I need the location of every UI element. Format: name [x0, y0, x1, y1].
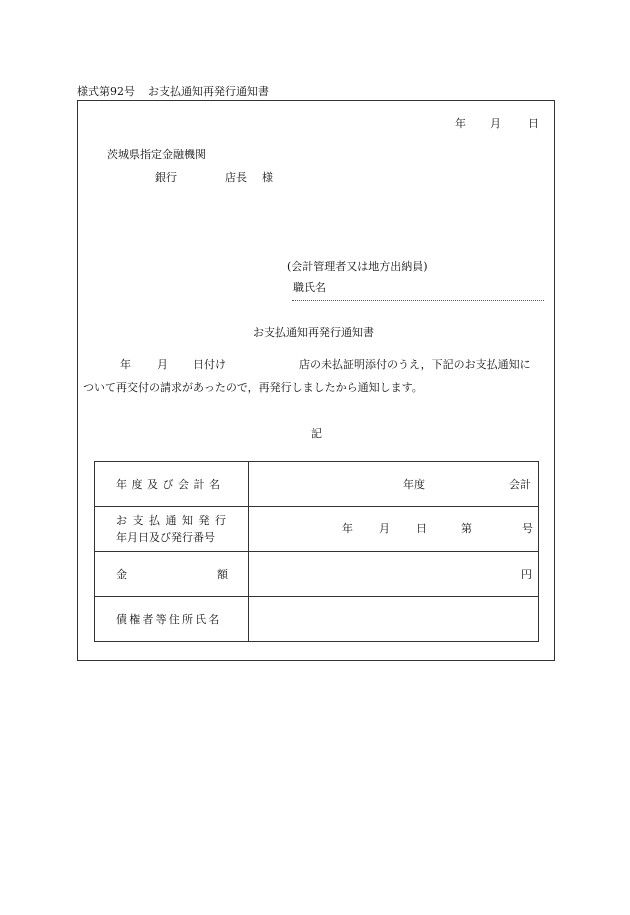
recipient-institution: 茨城県指定金融機関: [107, 148, 206, 161]
fiscal-account-value-cell: [249, 462, 539, 507]
fiscal-account-label: 年度及び会計名: [116, 478, 225, 491]
table-row: [95, 552, 539, 597]
issue-date-label-line1: お支払通知発行: [116, 514, 232, 527]
creditor-value-cell: [249, 597, 539, 642]
amount-value-cell: [249, 552, 539, 597]
issue-number-suffix: 号: [522, 522, 533, 535]
amount-label-cell: [95, 552, 249, 597]
body-line1-rest: 店の未払証明添付のうえ，下記のお支払通知に: [299, 358, 531, 371]
ki-mark: 記: [311, 427, 322, 440]
issue-year: 年: [342, 522, 353, 535]
form-number: 様式第92号: [77, 85, 135, 98]
account-label: 会計: [509, 478, 531, 491]
creditor-label: 債権者等住所氏名: [116, 613, 222, 626]
issue-month: 月: [379, 522, 390, 535]
form-header-title: お支払通知再発行通知書: [148, 85, 269, 98]
issue-date-label-cell: [95, 507, 249, 552]
sender-name-label: 職氏名: [293, 281, 326, 294]
table-row: [95, 597, 539, 642]
notification-table: [94, 461, 539, 642]
body-line2: ついて再交付の請求があったので，再発行しましたから通知します。: [83, 381, 423, 394]
issue-day: 日: [416, 522, 427, 535]
sender-role: (会計管理者又は地方出納員): [287, 260, 428, 273]
recipient-branch-manager: 店長: [225, 171, 247, 184]
issue-date-value-cell: [249, 507, 539, 552]
issue-date-label-line2: 年月日及び発行番号: [116, 531, 215, 544]
recipient-bank: 銀行: [155, 171, 177, 184]
body-month: 月: [157, 358, 168, 371]
date-year: 年: [455, 117, 466, 130]
amount-label-left: 金: [116, 568, 127, 581]
issue-number-prefix: 第: [461, 522, 472, 535]
amount-unit: 円: [521, 568, 532, 581]
table-row: [95, 507, 539, 552]
table-row: [95, 462, 539, 507]
date-month: 月: [490, 117, 501, 130]
body-date-suffix: 日付け: [193, 358, 226, 371]
creditor-label-cell: [95, 597, 249, 642]
document-title: お支払通知再発行通知書: [253, 326, 374, 339]
amount-label-right: 額: [217, 568, 228, 581]
recipient-honorific: 様: [262, 171, 273, 184]
fiscal-account-label-cell: [95, 462, 249, 507]
date-day: 日: [528, 117, 539, 130]
fiscal-year-label: 年度: [403, 478, 425, 491]
body-year: 年: [120, 358, 131, 371]
signature-line: [292, 300, 544, 301]
